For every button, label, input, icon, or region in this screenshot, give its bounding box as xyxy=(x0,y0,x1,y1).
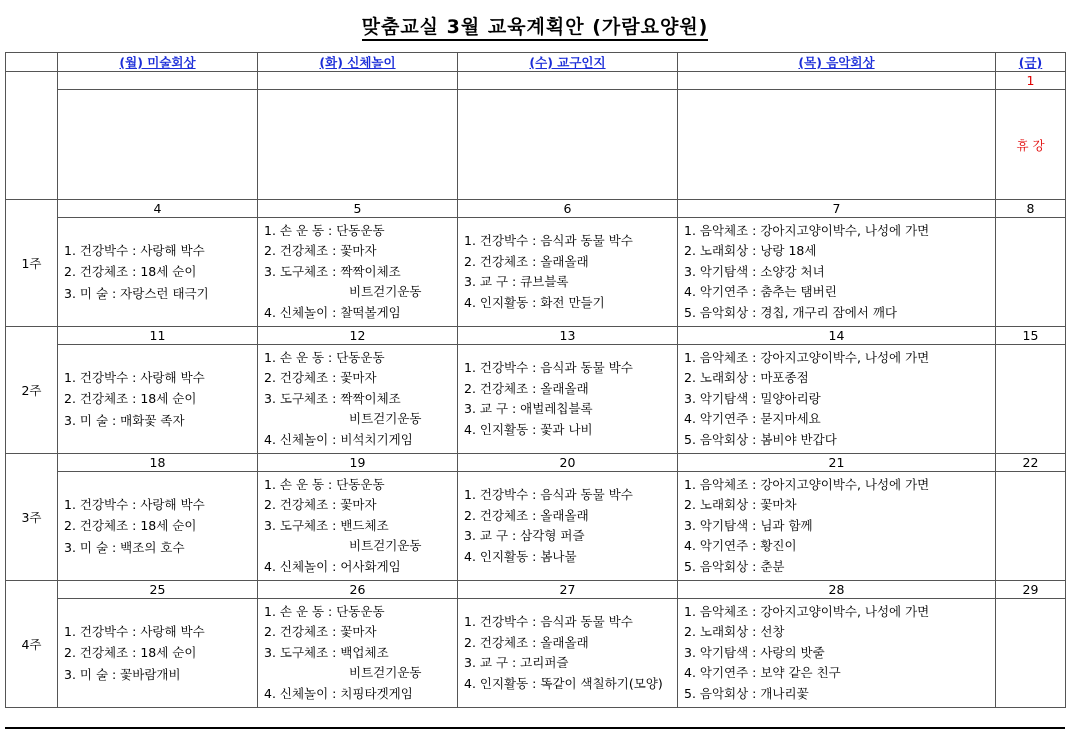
activity-line: 4. 인지활동 : 똑같이 색칠하기(모양) xyxy=(464,675,663,691)
activity-line: 3. 도구체조 : 밴드체조 xyxy=(264,517,389,533)
content-row xyxy=(6,345,1066,454)
activity-line: 4. 인지활동 : 꽃과 나비 xyxy=(464,421,593,437)
activity-line: 2. 노래회상 : 꽃마차 xyxy=(684,497,797,513)
cell-wed xyxy=(458,472,678,581)
activity-line: 2. 건강체조 : 올래올래 xyxy=(464,253,589,269)
activity-line: 2. 건강체조 : 18세 순이 xyxy=(64,391,197,407)
activity-line: 5. 음악회상 : 경칩, 개구리 잠에서 깨다 xyxy=(684,304,898,320)
activity-line: 1. 음악체조 : 강아지고양이박수, 나성에 가면 xyxy=(684,222,930,238)
activity-line: 3. 악기탐색 : 소양강 처녀 xyxy=(684,263,825,279)
activity-line: 1. 건강박수 : 음식과 동물 박수 xyxy=(464,614,633,629)
activity-line: 4. 악기연주 : 묻지마세요 xyxy=(684,411,821,427)
activity-line: 3. 교 구 : 애벌레칩블록 xyxy=(464,401,593,416)
activity-line: 3. 악기탐색 : 밀양아리랑 xyxy=(684,390,821,406)
activity-line: 3. 도구체조 : 짝짝이체조 xyxy=(264,263,401,279)
header-week xyxy=(6,53,58,72)
week-label: 2주 xyxy=(6,327,58,454)
date-cell: 20 xyxy=(458,454,678,472)
activity-line: 2. 노래회상 : 마포종점 xyxy=(684,370,809,386)
activity-line: 1. 건강박수 : 사랑해 박수 xyxy=(64,242,205,258)
week-label: 3주 xyxy=(6,454,58,581)
activity-line: 비트걷기운동 xyxy=(349,538,422,554)
date-row xyxy=(6,581,1066,599)
activity-line: 1. 손 운 동 : 단동운동 xyxy=(264,476,385,492)
activity-line: 1. 음악체조 : 강아지고양이박수, 나성에 가면 xyxy=(684,476,930,492)
header-tue: (화) 신체놀이 xyxy=(258,53,458,72)
date-row xyxy=(6,454,1066,472)
activity-line: 1. 건강박수 : 음식과 동물 박수 xyxy=(464,360,633,375)
activity-line: 3. 악기탐색 : 사랑의 밧줄 xyxy=(684,644,825,660)
activity-line: 3. 미 술 : 꽃바람개비 xyxy=(64,666,181,682)
header-thu: (목) 음악회상 xyxy=(678,53,996,72)
date-row xyxy=(6,327,1066,345)
activity-line: 1. 건강박수 : 사랑해 박수 xyxy=(64,496,205,512)
activity-line: 5. 음악회상 : 봄비야 반갑다 xyxy=(684,431,837,447)
activity-line: 2. 건강체조 : 올래올래 xyxy=(464,634,589,650)
activity-line: 2. 건강체조 : 18세 순이 xyxy=(64,518,197,534)
activity-line: 4. 악기연주 : 황진이 xyxy=(684,538,797,554)
header-fri: (금) xyxy=(996,53,1066,72)
activity-line: 4. 인지활동 : 봄나물 xyxy=(464,548,577,564)
activity-line: 4. 악기연주 : 보약 같은 친구 xyxy=(684,665,841,681)
date-cell: 8 xyxy=(996,200,1066,218)
activity-line: 3. 미 술 : 자랑스런 태극기 xyxy=(64,285,209,301)
bottom-rule xyxy=(5,727,1065,729)
cell-thu xyxy=(678,599,996,708)
cell-mon xyxy=(58,472,258,581)
cell-fri xyxy=(996,345,1066,454)
activity-line: 비트걷기운동 xyxy=(349,665,422,681)
content-row xyxy=(6,218,1066,327)
activity-line: 4. 인지활동 : 화전 만들기 xyxy=(464,294,605,310)
header-mon: (월) 미술회상 xyxy=(58,53,258,72)
cell-mon xyxy=(58,218,258,327)
date-cell: 6 xyxy=(458,200,678,218)
date-row-week0 xyxy=(6,72,1066,90)
activity-line: 2. 건강체조 : 꽃마자 xyxy=(264,624,377,640)
holiday-note: 휴 강 xyxy=(996,90,1066,200)
cell-tue xyxy=(258,218,458,327)
activity-line: 5. 음악회상 : 춘분 xyxy=(684,558,785,574)
activity-line: 3. 교 구 : 고리퍼즐 xyxy=(464,655,569,670)
date-cell-fri: 1 xyxy=(996,72,1066,90)
date-cell: 18 xyxy=(58,454,258,472)
education-plan-table xyxy=(5,52,1066,708)
activity-line: 4. 신체놀이 : 어사화게임 xyxy=(264,558,401,574)
activity-line: 4. 신체놀이 : 비석치기게임 xyxy=(264,431,413,447)
date-cell: 26 xyxy=(258,581,458,599)
activity-line: 2. 건강체조 : 올래올래 xyxy=(464,507,589,523)
page-title: 맞춤교실 3월 교육계획안 (가람요양원) xyxy=(0,12,1070,39)
activity-line: 1. 음악체조 : 강아지고양이박수, 나성에 가면 xyxy=(684,603,930,619)
activity-line: 3. 도구체조 : 백업체조 xyxy=(264,644,389,660)
date-cell: 5 xyxy=(258,200,458,218)
activity-line: 2. 건강체조 : 18세 순이 xyxy=(64,645,197,661)
activity-line: 1. 음악체조 : 강아지고양이박수, 나성에 가면 xyxy=(684,349,930,365)
activity-line: 4. 악기연주 : 춤추는 탬버린 xyxy=(684,284,837,300)
header-wed: (수) 교구인지 xyxy=(458,53,678,72)
cell-mon xyxy=(58,345,258,454)
cell-tue xyxy=(258,345,458,454)
content-row-week0 xyxy=(6,90,1066,200)
week-label: 1주 xyxy=(6,200,58,327)
activity-line: 1. 손 운 동 : 단동운동 xyxy=(264,603,385,619)
activity-line: 1. 건강박수 : 음식과 동물 박수 xyxy=(464,233,633,248)
cell-fri xyxy=(996,599,1066,708)
date-cell: 14 xyxy=(678,327,996,345)
date-cell: 13 xyxy=(458,327,678,345)
activity-line: 비트걷기운동 xyxy=(349,284,422,300)
activity-line: 3. 교 구 : 큐브블록 xyxy=(464,274,569,289)
date-cell: 7 xyxy=(678,200,996,218)
activity-line: 4. 신체놀이 : 치핑타겟게임 xyxy=(264,685,413,701)
activity-line: 4. 신체놀이 : 찰떡볼게임 xyxy=(264,304,401,320)
date-cell: 15 xyxy=(996,327,1066,345)
cell-thu xyxy=(678,218,996,327)
cell-wed xyxy=(458,345,678,454)
date-cell: 22 xyxy=(996,454,1066,472)
activity-line: 비트걷기운동 xyxy=(349,411,422,427)
cell-thu xyxy=(678,472,996,581)
activity-line: 5. 음악회상 : 개나리꽃 xyxy=(684,685,809,701)
cell-thu xyxy=(678,345,996,454)
date-cell: 28 xyxy=(678,581,996,599)
activity-line: 3. 도구체조 : 짝짝이체조 xyxy=(264,390,401,406)
activity-line: 3. 악기탐색 : 님과 함께 xyxy=(684,517,813,533)
activity-line: 1. 손 운 동 : 단동운동 xyxy=(264,222,385,238)
activity-line: 2. 건강체조 : 올래올래 xyxy=(464,380,589,396)
activity-line: 1. 건강박수 : 음식과 동물 박수 xyxy=(464,487,633,502)
date-cell: 19 xyxy=(258,454,458,472)
cell-tue xyxy=(258,472,458,581)
date-cell: 11 xyxy=(58,327,258,345)
activity-line: 2. 건강체조 : 18세 순이 xyxy=(64,264,197,280)
header-row xyxy=(6,53,1066,72)
cell-fri xyxy=(996,218,1066,327)
week-label: 4주 xyxy=(6,581,58,708)
cell-wed xyxy=(458,218,678,327)
cell-tue xyxy=(258,599,458,708)
date-cell: 4 xyxy=(58,200,258,218)
cell-mon xyxy=(58,599,258,708)
cell-wed xyxy=(458,599,678,708)
activity-line: 3. 미 술 : 매화꽃 족자 xyxy=(64,412,185,428)
date-cell: 21 xyxy=(678,454,996,472)
activity-line: 3. 교 구 : 삼각형 퍼즐 xyxy=(464,528,585,543)
content-row xyxy=(6,599,1066,708)
activity-line: 2. 건강체조 : 꽃마자 xyxy=(264,243,377,259)
activity-line: 1. 건강박수 : 사랑해 박수 xyxy=(64,369,205,385)
activity-line: 2. 건강체조 : 꽃마자 xyxy=(264,370,377,386)
activity-line: 1. 건강박수 : 사랑해 박수 xyxy=(64,623,205,639)
date-row xyxy=(6,200,1066,218)
activity-line: 2. 노래회상 : 낭랑 18세 xyxy=(684,243,817,259)
activity-line: 2. 노래회상 : 선창 xyxy=(684,624,785,640)
content-row xyxy=(6,472,1066,581)
date-cell: 25 xyxy=(58,581,258,599)
date-cell: 12 xyxy=(258,327,458,345)
date-cell: 27 xyxy=(458,581,678,599)
activity-line: 2. 건강체조 : 꽃마자 xyxy=(264,497,377,513)
date-cell: 29 xyxy=(996,581,1066,599)
activity-line: 1. 손 운 동 : 단동운동 xyxy=(264,349,385,365)
activity-line: 3. 미 술 : 백조의 호수 xyxy=(64,539,185,555)
week-label xyxy=(6,72,58,200)
cell-fri xyxy=(996,472,1066,581)
